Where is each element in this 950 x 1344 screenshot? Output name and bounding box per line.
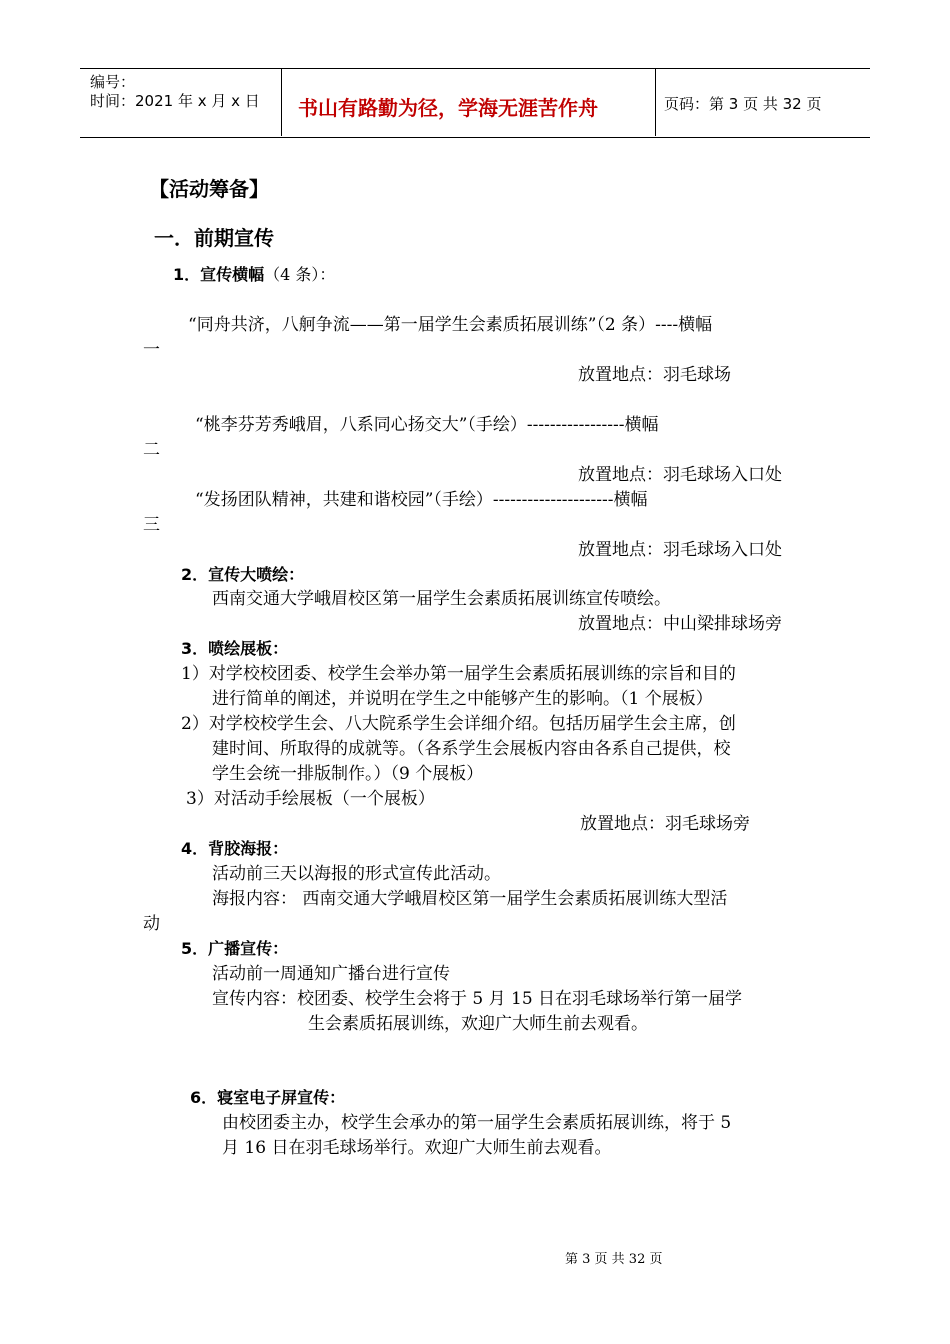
banner-1-text: “同舟共济，八舸争流——第一届学生会素质拓展训练”（2 条）----横幅 xyxy=(188,315,713,335)
item-6-text-line-1: 由校团委主办，校学生会承办的第一届学生会素质拓展训练，将于 5 xyxy=(222,1113,732,1133)
banner-2-wrap: 二 xyxy=(143,440,160,460)
item-1-suffix: （4 条）： xyxy=(264,265,336,284)
banner-1-location: 放置地点：羽毛球场 xyxy=(578,365,731,385)
item-1-heading xyxy=(173,262,335,285)
item-3-location: 放置地点：羽毛球场旁 xyxy=(580,814,750,834)
banner-3-wrap: 三 xyxy=(143,515,160,535)
item-3-sub-1-line-1: 1）对学校校团委、校学生会举办第一届学生会素质拓展训练的宗旨和目的 xyxy=(181,664,736,684)
banner-3-text: “发扬团队精神，共建和谐校园”（手绘）---------------------横幅 xyxy=(195,490,648,510)
header-page-info: 页码：第 3 页 共 32 页 xyxy=(664,95,822,113)
header-divider xyxy=(281,68,282,136)
item-4-content-line-1: 海报内容： 西南交通大学峨眉校区第一届学生会素质拓展训练大型活 xyxy=(212,889,728,909)
item-3-sub-2-line-3: 学生会统一排版制作。）（9 个展板） xyxy=(212,764,484,784)
item-5-title: 5．广播宣传： xyxy=(181,939,289,958)
item-5-content-line-1: 宣传内容：校团委、校学生会将于 5 月 15 日在羽毛球场举行第一届学 xyxy=(212,989,743,1009)
item-2-location: 放置地点：中山梁排球场旁 xyxy=(578,614,782,634)
item-5-text: 活动前一周通知广播台进行宣传 xyxy=(212,964,450,984)
banner-1-wrap: 一 xyxy=(143,340,160,360)
item-1-title: 1．宣传横幅 xyxy=(173,265,265,284)
banner-2-text: “桃李芬芳秀峨眉，八系同心扬交大”（手绘）-----------------横幅 xyxy=(195,415,659,435)
item-3-sub-2-line-2: 建时间、所取得的成就等。（各系学生会展板内容由各系自己提供，校 xyxy=(212,739,731,759)
banner-2-location: 放置地点：羽毛球场入口处 xyxy=(578,465,782,485)
item-2-title: 2．宣传大喷绘： xyxy=(181,565,305,584)
item-3-sub-3: 3）对活动手绘展板（一个展板） xyxy=(186,789,435,809)
item-4-text: 活动前三天以海报的形式宣传此活动。 xyxy=(212,864,501,884)
item-3-title: 3．喷绘展板： xyxy=(181,639,289,658)
section-title: 【活动筹备】 xyxy=(149,177,269,201)
item-6-text-line-2: 月 16 日在羽毛球场举行。欢迎广大师生前去观看。 xyxy=(222,1138,612,1158)
item-4-content-line-2: 动 xyxy=(143,914,160,934)
footer-page-number: 第 3 页 共 32 页 xyxy=(565,1252,663,1267)
part-title: 一．前期宣传 xyxy=(154,226,274,250)
header-divider xyxy=(655,68,656,136)
item-5-content-line-2: 生会素质拓展训练，欢迎广大师生前去观看。 xyxy=(308,1014,648,1034)
item-3-sub-1-line-2: 进行简单的阐述，并说明在学生之中能够产生的影响。（1 个展板） xyxy=(212,689,713,709)
header-number: 编号： xyxy=(90,73,136,91)
item-4-title: 4．背胶海报： xyxy=(181,839,289,858)
item-6-title: 6．寝室电子屏宣传： xyxy=(190,1088,346,1107)
item-3-sub-2-line-1: 2）对学校校学生会、八大院系学生会详细介绍。包括历届学生会主席，创 xyxy=(181,714,736,734)
item-2-text: 西南交通大学峨眉校区第一届学生会素质拓展训练宣传喷绘。 xyxy=(212,589,671,609)
header-date: 时间：2021 年 x 月 x 日 xyxy=(90,92,260,110)
banner-3-location: 放置地点：羽毛球场入口处 xyxy=(578,540,782,560)
header-motto: 书山有路勤为径，学海无涯苦作舟 xyxy=(298,96,598,120)
